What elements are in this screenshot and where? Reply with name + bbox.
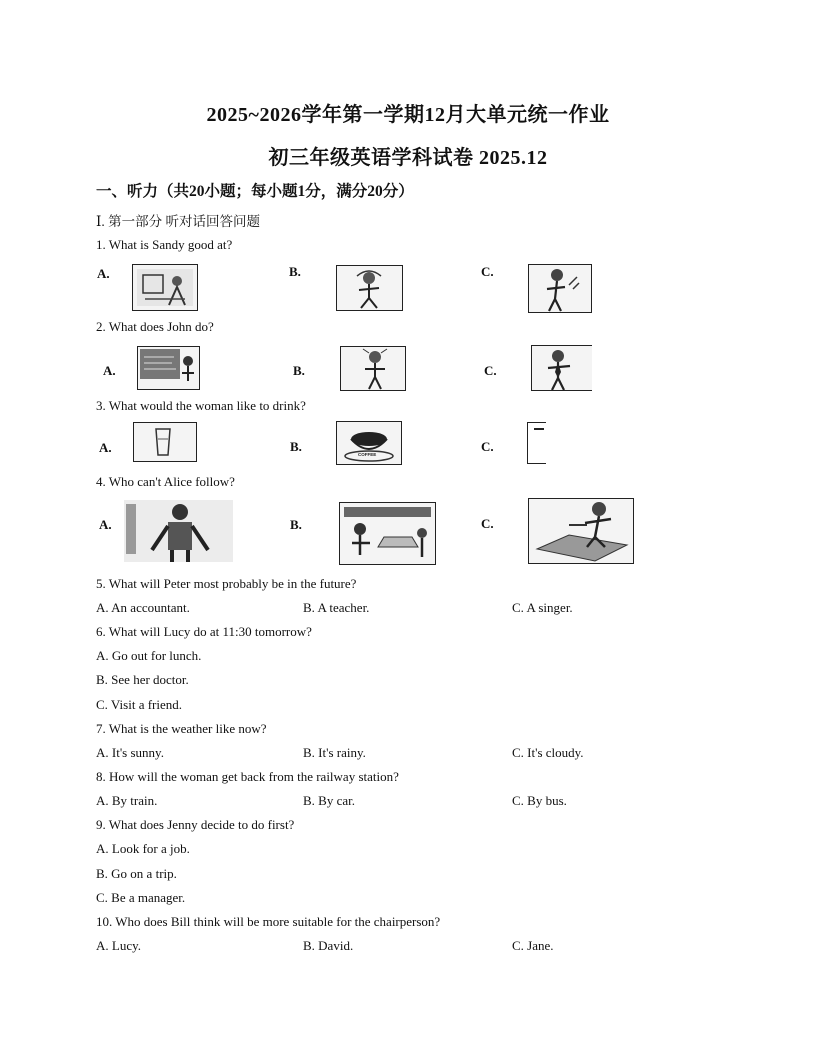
q5-option-a: A. An accountant. — [96, 600, 190, 615]
part-heading: Ⅰ. 第一部分 听对话回答问题 — [96, 214, 260, 229]
exam-subtitle: 初三年级英语学科试卷 2025.12 — [268, 147, 548, 169]
q10-option-b: B. David. — [303, 938, 354, 953]
q10-option-c: C. Jane. — [512, 938, 554, 953]
q1-option-c-image — [528, 264, 592, 313]
q9-option-b: B. Go on a trip. — [96, 866, 177, 881]
section-heading-listening: 一、听力（共20小题；每小题1分，满分20分） — [96, 183, 414, 200]
exam-title: 2025~2026学年第一学期12月大单元统一作业 — [206, 104, 610, 126]
q2-option-c-image — [531, 345, 592, 391]
q9-option-c: C. Be a manager. — [96, 890, 186, 905]
q3-option-c-label: C. — [481, 439, 494, 454]
question-7-stem: 7. What is the weather like now? — [96, 721, 267, 736]
question-1-stem: 1. What is Sandy good at? — [96, 237, 233, 252]
question-4-stem: 4. Who can't Alice follow? — [96, 474, 235, 489]
q8-option-b: B. By car. — [303, 793, 355, 808]
q1-option-b-image — [336, 265, 403, 311]
q6-option-c: C. Visit a friend. — [96, 697, 182, 712]
q7-option-b: B. It's rainy. — [303, 745, 366, 760]
q1-option-a-label: A. — [97, 266, 110, 281]
q10-option-a: A. Lucy. — [96, 938, 142, 953]
q4-option-b-label: B. — [290, 517, 302, 532]
q4-option-a-image — [124, 500, 233, 562]
q5-option-c: C. A singer. — [512, 600, 573, 615]
q2-option-b-label: B. — [293, 363, 305, 378]
q3-cup-label: COFFEE — [358, 452, 377, 457]
q4-option-c-label: C. — [481, 516, 494, 531]
q8-option-c: C. By bus. — [512, 793, 567, 808]
question-9-stem: 9. What does Jenny decide to do first? — [96, 817, 295, 832]
q3-option-a-label: A. — [99, 440, 112, 455]
q7-option-a: A. It's sunny. — [96, 745, 164, 760]
q9-option-a: A. Look for a job. — [96, 841, 190, 856]
q4-option-b-image — [339, 502, 436, 565]
q1-option-a-image — [132, 264, 198, 311]
q1-option-b-label: B. — [289, 264, 301, 279]
q7-option-c: C. It's cloudy. — [512, 745, 584, 760]
q2-option-a-image — [137, 346, 200, 390]
question-8-stem: 8. How will the woman get back from the railway station? — [96, 769, 399, 784]
q3-option-b-image — [336, 421, 402, 465]
question-10-stem: 10. Who does Bill think will be more suitable for the chairperson? — [96, 914, 441, 929]
q3-option-a-image — [133, 422, 197, 462]
q4-option-c-image — [528, 498, 634, 564]
q3-option-b-label: B. — [290, 439, 302, 454]
q5-option-b: B. A teacher. — [303, 600, 370, 615]
q4-option-a-label: A. — [99, 517, 112, 532]
question-6-stem: 6. What will Lucy do at 11:30 tomorrow? — [96, 624, 312, 639]
question-3-stem: 3. What would the woman like to drink? — [96, 398, 306, 413]
q6-option-b: B. See her doctor. — [96, 672, 189, 687]
q6-option-a: A. Go out for lunch. — [96, 648, 202, 663]
question-5-stem: 5. What will Peter most probably be in the future? — [96, 576, 357, 591]
q1-option-c-label: C. — [481, 264, 494, 279]
q3-option-c-image — [527, 422, 546, 464]
q2-option-c-label: C. — [484, 363, 497, 378]
q2-option-b-image — [340, 346, 406, 391]
question-2-stem: 2. What does John do? — [96, 319, 214, 334]
q8-option-a: A. By train. — [96, 793, 158, 808]
q2-option-a-label: A. — [103, 363, 116, 378]
